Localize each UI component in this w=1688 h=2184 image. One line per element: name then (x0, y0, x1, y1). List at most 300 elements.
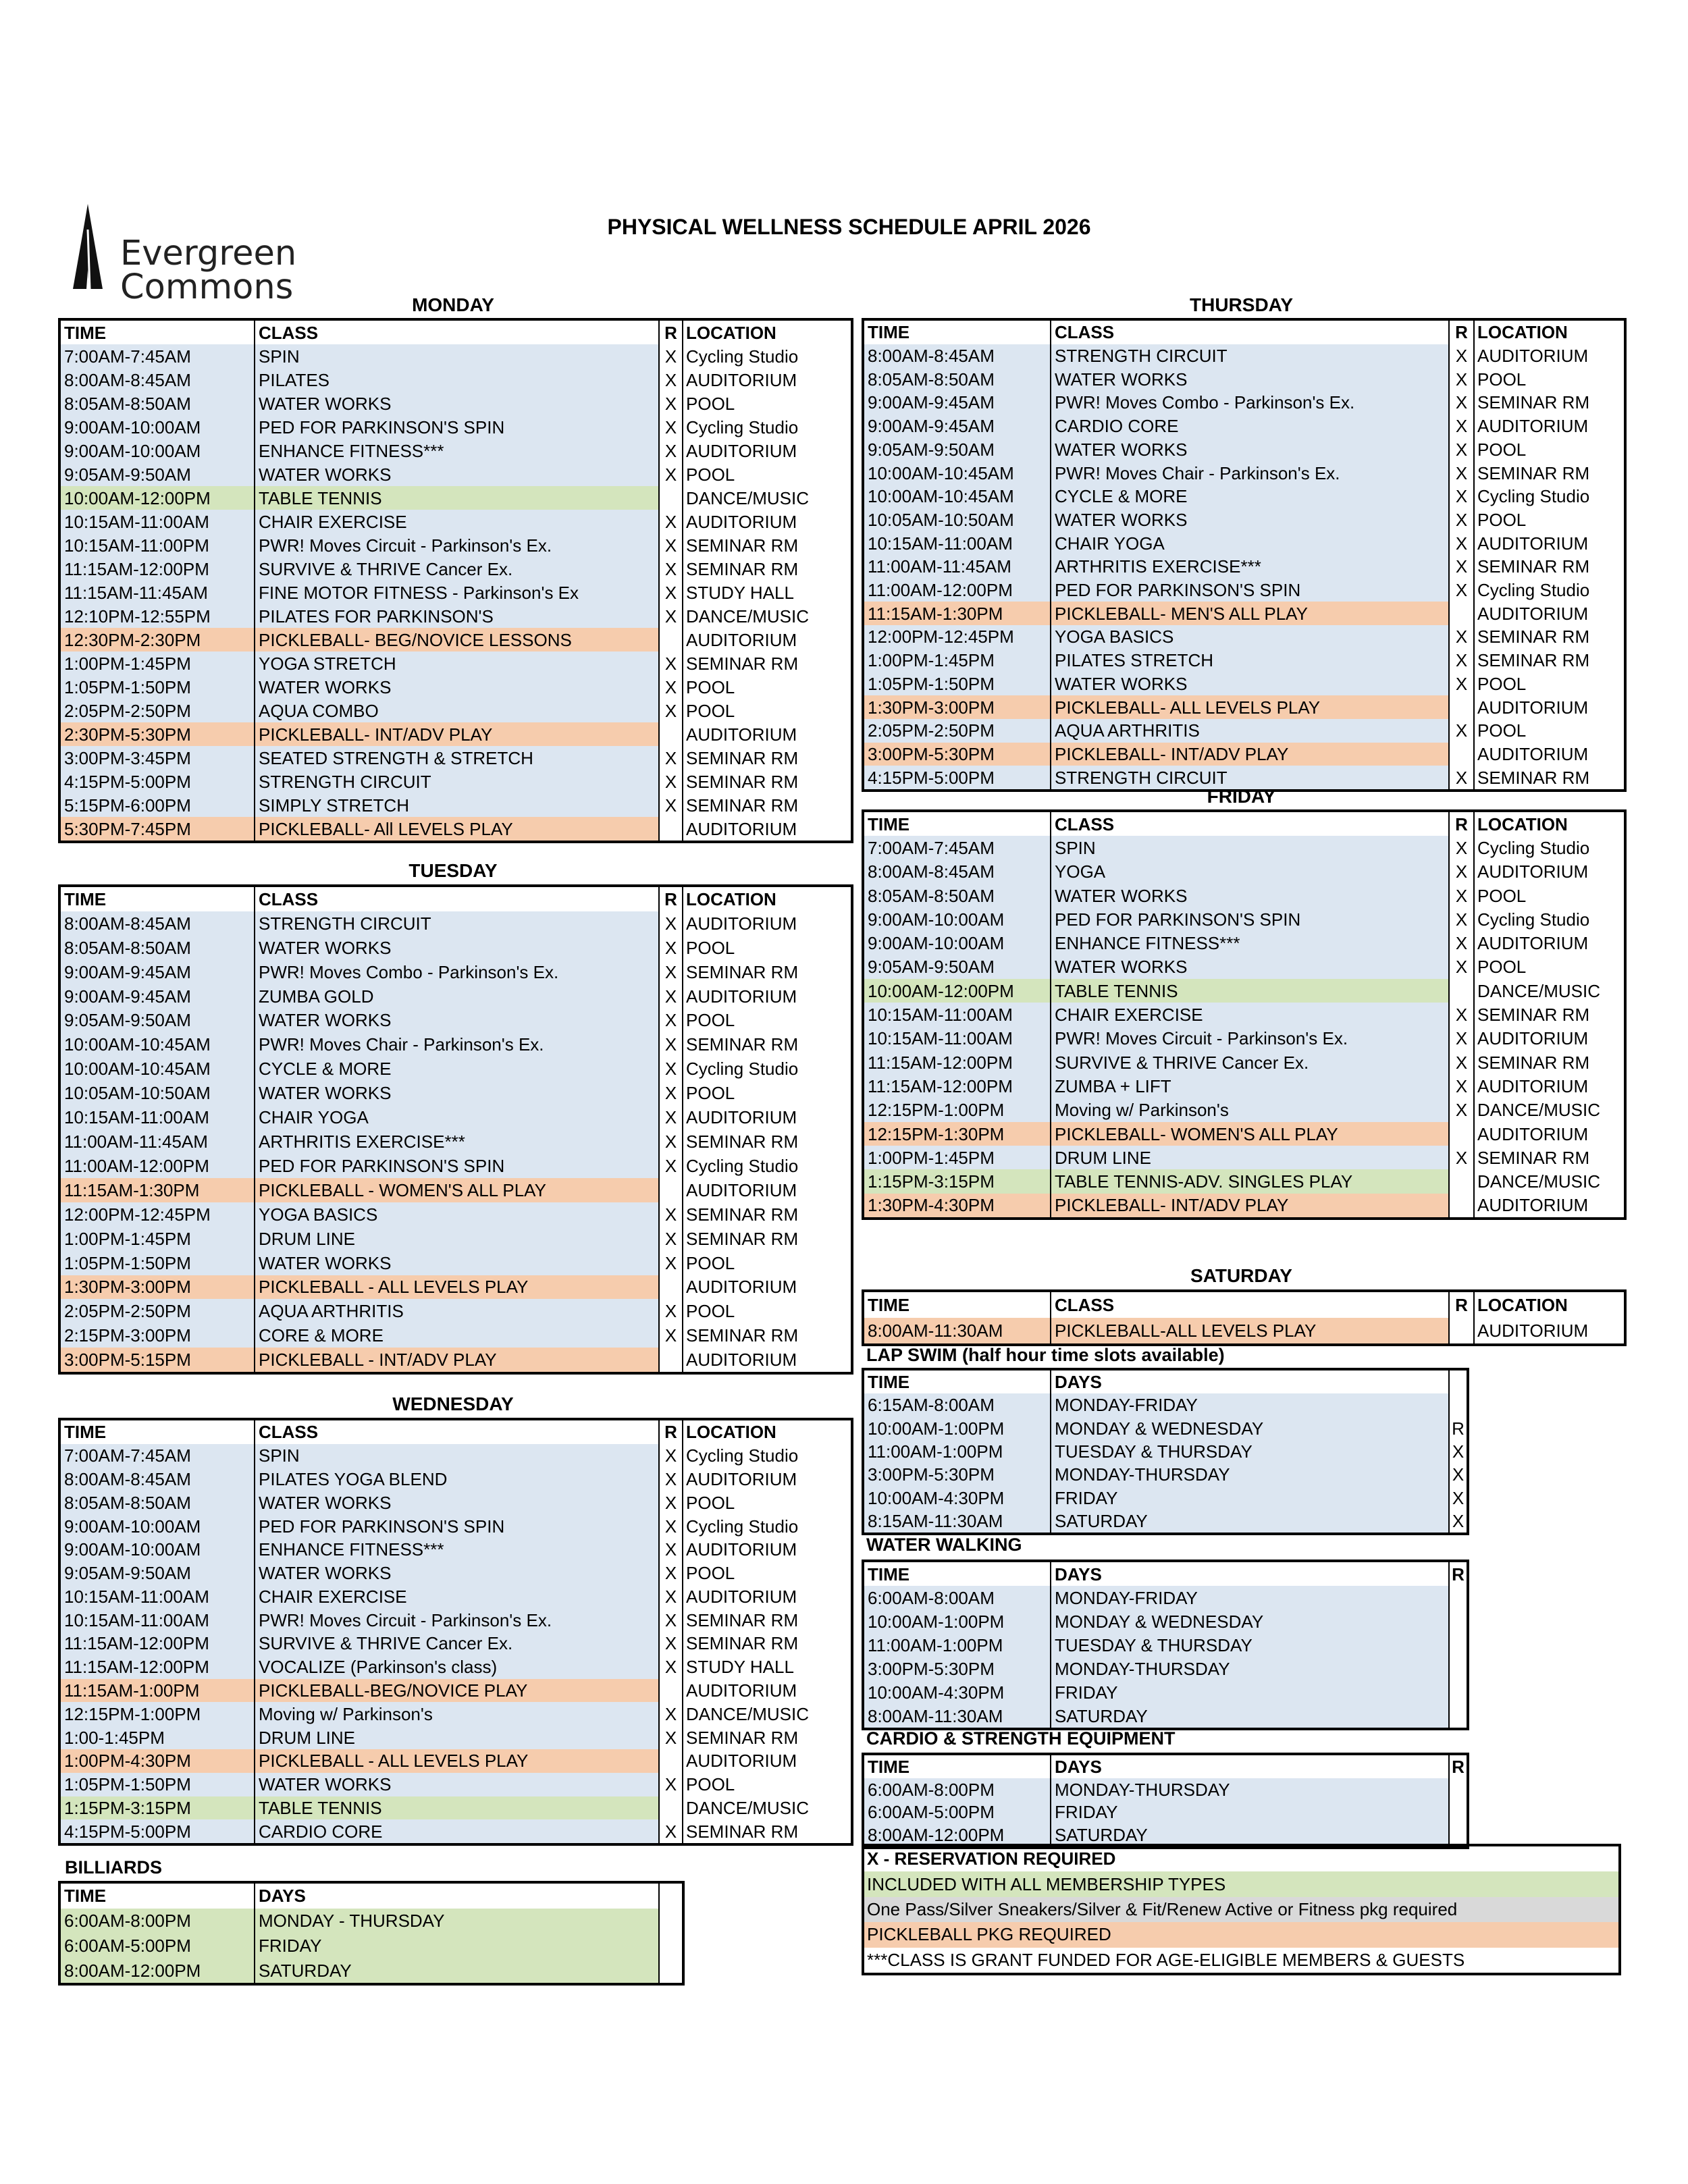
time-cell: 4:15PM-5:00PM (61, 1819, 255, 1843)
reservation-cell: X (1450, 1146, 1475, 1169)
legend (862, 1844, 1621, 1975)
location-cell: SEMINAR RM (686, 1821, 799, 1842)
location-cell: AUDITORIUM (686, 440, 797, 461)
reservation-cell: X (1450, 531, 1475, 555)
reservation-cell: X (1452, 1441, 1465, 1462)
reservation-cell: X (660, 1491, 683, 1514)
class-cell: WATER WORKS (255, 675, 660, 699)
location-cell: Cycling Studio (1477, 486, 1590, 507)
table-row (61, 628, 851, 651)
location-cell: SEMINAR RM (686, 535, 799, 556)
header-days: DAYS (255, 1884, 660, 1909)
days-cell: TUESDAY & THURSDAY (1051, 1633, 1450, 1657)
class-cell: TABLE TENNIS (1051, 979, 1450, 1003)
reservation-cell (1450, 1586, 1467, 1609)
reservation-cell (660, 817, 683, 841)
table-row (864, 1463, 1467, 1486)
header-days: DAYS (1051, 1562, 1450, 1586)
table-row (864, 884, 1624, 907)
header-row (864, 1292, 1624, 1318)
header-time: TIME (61, 1884, 255, 1909)
class-cell: SURVIVE & THRIVE Cancer Ex. (255, 1632, 660, 1655)
location-cell: AUDITORIUM (686, 511, 797, 532)
class-cell: DRUM LINE (1051, 1146, 1450, 1169)
reservation-cell (1450, 1169, 1475, 1193)
table-row (61, 1444, 851, 1468)
table-row (61, 1032, 851, 1057)
class-cell: CYCLE & MORE (1051, 485, 1450, 508)
legend-reservation: X - RESERVATION REQUIRED (867, 1848, 1116, 1869)
table-row (61, 1057, 851, 1081)
location-cell: POOL (1477, 673, 1527, 694)
header-time: TIME (864, 321, 1051, 344)
reservation-cell (660, 1749, 683, 1773)
time-cell: 9:05AM-9:50AM (61, 1562, 255, 1585)
table-row (61, 344, 851, 368)
class-cell: AQUA ARTHRITIS (255, 1299, 660, 1323)
class-cell: AQUA ARTHRITIS (1051, 719, 1450, 743)
table-row (864, 1074, 1624, 1098)
legend-included: INCLUDED WITH ALL MEMBERSHIP TYPES (864, 1871, 1618, 1896)
time-cell: 8:00AM-8:45AM (864, 344, 1051, 368)
reservation-cell: X (1450, 860, 1475, 884)
class-cell: SPIN (255, 344, 660, 368)
class-cell: PED FOR PARKINSON'S SPIN (255, 1514, 660, 1538)
reservation-cell: R (1452, 1418, 1465, 1439)
time-cell: 10:00AM-10:45AM (61, 1032, 255, 1057)
class-cell: STRENGTH CIRCUIT (1051, 344, 1450, 368)
table-row (61, 1958, 682, 1983)
reservation-cell: X (660, 1105, 683, 1129)
time-cell: 8:00AM-12:00PM (864, 1823, 1051, 1846)
table-row (864, 1586, 1467, 1609)
billiards-table (58, 1881, 685, 1986)
time-cell: 11:15AM-12:00PM (864, 1050, 1051, 1074)
class-cell: PICKLEBALL- BEG/NOVICE LESSONS (255, 628, 660, 651)
header-r: R (1450, 812, 1475, 836)
table-row (61, 1323, 851, 1348)
location-cell: AUDITORIUM (1477, 1321, 1589, 1341)
table-row (864, 1486, 1467, 1509)
location-cell: AUDITORIUM (686, 1751, 797, 1772)
time-cell: 11:15AM-12:00PM (61, 1632, 255, 1655)
table-row (61, 1251, 851, 1275)
location-cell: STUDY HALL (686, 582, 794, 603)
table-row (864, 415, 1624, 438)
reservation-cell: X (1450, 719, 1475, 743)
reservation-cell: X (1450, 555, 1475, 579)
header-class: CLASS (255, 1420, 660, 1444)
table-row (61, 557, 851, 581)
table-row (864, 461, 1624, 485)
time-cell: 3:00PM-3:45PM (61, 746, 255, 770)
time-cell: 6:00AM-8:00PM (864, 1778, 1051, 1801)
table-row (864, 1098, 1624, 1122)
class-cell: ZUMBA + LIFT (1051, 1074, 1450, 1098)
location-cell: POOL (686, 1492, 735, 1513)
table-row (61, 1934, 682, 1959)
location-cell: AUDITORIUM (1477, 697, 1589, 718)
time-cell: 8:15AM-11:30AM (864, 1510, 1051, 1533)
class-cell: Moving w/ Parkinson's (255, 1702, 660, 1726)
table-row (864, 1003, 1624, 1026)
time-cell: 6:00AM-5:00PM (61, 1934, 255, 1959)
friday-table (862, 809, 1627, 1220)
reservation-cell (1450, 1657, 1467, 1680)
table-row (61, 604, 851, 628)
table-row (864, 367, 1624, 391)
reservation-cell (660, 1178, 683, 1202)
reservation-cell: X (660, 1538, 683, 1562)
class-cell: PED FOR PARKINSON'S SPIN (1051, 907, 1450, 931)
days-cell: MONDAY-FRIDAY (1051, 1393, 1450, 1416)
table-row (864, 1146, 1624, 1169)
table-row (864, 649, 1624, 672)
table-row (864, 1633, 1467, 1657)
class-cell: WATER WORKS (1051, 955, 1450, 979)
reservation-cell: X (660, 651, 683, 675)
time-cell: 11:15AM-11:45AM (61, 581, 255, 604)
class-cell: SURVIVE & THRIVE Cancer Ex. (1051, 1050, 1450, 1074)
reservation-cell (660, 486, 683, 510)
location-cell: DANCE/MUSIC (686, 1797, 810, 1818)
table-row (864, 1704, 1467, 1728)
water-walking-table (862, 1560, 1469, 1730)
table-row (864, 391, 1624, 415)
reservation-cell: X (1450, 1050, 1475, 1074)
reservation-cell: X (660, 793, 683, 817)
class-cell: PILATES YOGA BLEND (255, 1468, 660, 1491)
class-cell: PED FOR PARKINSON'S SPIN (255, 415, 660, 439)
days-cell: FRIDAY (1051, 1680, 1450, 1704)
location-cell: POOL (686, 1083, 735, 1104)
time-cell: 6:00AM-8:00PM (61, 1909, 255, 1934)
time-cell: 8:00AM-8:45AM (61, 1468, 255, 1491)
reservation-cell: X (660, 368, 683, 392)
reservation-cell: X (660, 392, 683, 415)
location-cell: POOL (1477, 885, 1527, 906)
location-cell: AUDITORIUM (686, 818, 797, 839)
header-class: CLASS (255, 321, 660, 344)
class-cell: PILATES (255, 368, 660, 392)
table-row (61, 699, 851, 722)
lap-swim-table (862, 1368, 1469, 1535)
table-row (864, 860, 1624, 884)
header-class: CLASS (1051, 321, 1450, 344)
time-cell: 9:00AM-10:00AM (864, 907, 1051, 931)
reservation-cell: X (1450, 461, 1475, 485)
location-cell: SEMINAR RM (686, 795, 799, 816)
table-row (864, 555, 1624, 579)
table-row (864, 743, 1624, 766)
class-cell: CHAIR YOGA (255, 1105, 660, 1129)
time-cell: 10:00AM-10:45AM (61, 1057, 255, 1081)
location-cell: POOL (686, 676, 735, 697)
location-cell: AUDITORIUM (1477, 533, 1589, 554)
location-cell: AUDITORIUM (1477, 416, 1589, 437)
time-cell: 9:00AM-9:45AM (864, 415, 1051, 438)
location-cell: POOL (686, 393, 735, 414)
time-cell: 11:00AM-11:45AM (864, 555, 1051, 579)
reservation-cell (1450, 1778, 1467, 1801)
days-cell: SATURDAY (1051, 1704, 1450, 1728)
reservation-cell (660, 1348, 683, 1372)
class-cell: WATER WORKS (1051, 367, 1450, 391)
class-cell: PICKLEBALL- INT/ADV PLAY (1051, 743, 1450, 766)
header-row (864, 321, 1624, 344)
location-cell: SEMINAR RM (1477, 627, 1590, 647)
time-cell: 8:05AM-8:50AM (61, 1491, 255, 1514)
table-row (61, 746, 851, 770)
time-cell: 8:00AM-11:30AM (864, 1318, 1051, 1343)
cardio-table (862, 1753, 1469, 1849)
header-time: TIME (61, 887, 255, 911)
header-location: LOCATION (686, 1422, 776, 1443)
billiards-heading: BILLIARDS (65, 1857, 162, 1877)
header-location: LOCATION (1477, 1295, 1568, 1315)
location-cell: Cycling Studio (1477, 580, 1590, 601)
class-cell: SURVIVE & THRIVE Cancer Ex. (255, 557, 660, 581)
class-cell: WATER WORKS (255, 1009, 660, 1033)
location-cell: AUDITORIUM (686, 1586, 797, 1607)
reservation-cell: X (1450, 391, 1475, 415)
legend-grant: ***CLASS IS GRANT FUNDED FOR AGE-ELIGIBLE MEMBERS & GUESTS (867, 1949, 1465, 1970)
saturday-heading: SATURDAY (1190, 1265, 1292, 1286)
time-cell: 3:00PM-5:30PM (864, 743, 1051, 766)
logo-line-2: Commons (120, 267, 294, 307)
reservation-cell: X (1450, 931, 1475, 955)
location-cell: DANCE/MUSIC (1477, 1171, 1601, 1192)
class-cell: WATER WORKS (255, 1773, 660, 1796)
location-cell: AUDITORIUM (1477, 1123, 1589, 1144)
location-cell: AUDITORIUM (1477, 1075, 1589, 1096)
class-cell: WATER WORKS (1051, 884, 1450, 907)
time-cell: 10:05AM-10:50AM (61, 1081, 255, 1105)
reservation-cell: X (1450, 836, 1475, 859)
reservation-cell (1450, 1633, 1467, 1657)
saturday-table (862, 1289, 1627, 1346)
location-cell: Cycling Studio (686, 1445, 799, 1466)
reservation-cell: X (660, 344, 683, 368)
table-row (864, 1609, 1467, 1633)
time-cell: 11:00AM-12:00PM (864, 579, 1051, 602)
location-cell: AUDITORIUM (1477, 603, 1589, 624)
table-row (864, 508, 1624, 532)
table-row (61, 1202, 851, 1227)
days-cell: MONDAY-THURSDAY (1051, 1778, 1450, 1801)
table-row (61, 984, 851, 1009)
time-cell: 1:00PM-1:45PM (61, 651, 255, 675)
reservation-cell: X (660, 1584, 683, 1608)
reservation-cell: X (660, 581, 683, 604)
reservation-cell (1450, 1122, 1475, 1146)
table-row (864, 602, 1624, 625)
table-row (61, 817, 851, 841)
time-cell: 9:05AM-9:50AM (864, 955, 1051, 979)
reservation-cell: X (1452, 1487, 1465, 1508)
time-cell: 4:15PM-5:00PM (864, 766, 1051, 789)
table-row (61, 1105, 851, 1129)
time-cell: 12:15PM-1:30PM (864, 1122, 1051, 1146)
header-time: TIME (61, 1420, 255, 1444)
table-row (61, 1129, 851, 1154)
class-cell: TABLE TENNIS (255, 1796, 660, 1820)
reservation-cell: X (660, 1251, 683, 1275)
time-cell: 7:00AM-7:45AM (61, 344, 255, 368)
time-cell: 11:15AM-1:00PM (61, 1679, 255, 1703)
days-cell: TUESDAY & THURSDAY (1051, 1440, 1450, 1463)
reservation-cell: X (660, 675, 683, 699)
time-cell: 12:10PM-12:55PM (61, 604, 255, 628)
reservation-cell: X (1450, 579, 1475, 602)
time-cell: 10:15AM-11:00AM (864, 1027, 1051, 1050)
location-cell: Cycling Studio (686, 1059, 799, 1080)
location-cell: AUDITORIUM (686, 913, 797, 934)
table-row (61, 1632, 851, 1655)
table-row (61, 936, 851, 960)
location-cell: POOL (686, 1563, 735, 1584)
time-cell: 6:00AM-8:00AM (864, 1586, 1051, 1609)
header-time: TIME (864, 1370, 1051, 1393)
time-cell: 11:00AM-12:00PM (61, 1154, 255, 1178)
reservation-cell: X (660, 1129, 683, 1154)
reservation-cell (1450, 979, 1475, 1003)
time-cell: 11:15AM-1:30PM (61, 1178, 255, 1202)
class-cell: PWR! Moves Circuit - Parkinson's Ex. (255, 1608, 660, 1632)
class-cell: PWR! Moves Chair - Parkinson's Ex. (1051, 461, 1450, 485)
header-row (61, 887, 851, 911)
time-cell: 12:30PM-2:30PM (61, 628, 255, 651)
header-row (864, 1562, 1467, 1586)
table-row (864, 344, 1624, 368)
wednesday-table (58, 1418, 853, 1846)
location-cell: POOL (1477, 509, 1527, 530)
table-row (864, 1778, 1467, 1801)
location-cell: DANCE/MUSIC (686, 487, 810, 508)
class-cell: WATER WORKS (255, 936, 660, 960)
time-cell: 5:15PM-6:00PM (61, 793, 255, 817)
reservation-cell: X (1452, 1510, 1465, 1531)
location-cell: AUDITORIUM (686, 1277, 797, 1298)
class-cell: PWR! Moves Circuit - Parkinson's Ex. (255, 533, 660, 557)
location-cell: DANCE/MUSIC (686, 606, 810, 627)
class-cell: WATER WORKS (255, 1562, 660, 1585)
header-class: CLASS (1051, 1292, 1450, 1318)
time-cell: 9:00AM-10:00AM (61, 439, 255, 462)
time-cell: 1:05PM-1:50PM (864, 672, 1051, 696)
class-cell: PICKLEBALL-ALL LEVELS PLAY (1051, 1318, 1450, 1343)
location-cell: POOL (686, 1301, 735, 1322)
class-cell: PILATES STRETCH (1051, 649, 1450, 672)
reservation-cell: X (660, 462, 683, 486)
table-row (61, 1227, 851, 1251)
table-row (864, 1050, 1624, 1074)
class-cell: CHAIR EXERCISE (255, 1584, 660, 1608)
class-cell: SEATED STRENGTH & STRETCH (255, 746, 660, 770)
time-cell: 1:15PM-3:15PM (61, 1796, 255, 1820)
reservation-cell (1450, 743, 1475, 766)
table-row (61, 1009, 851, 1033)
class-cell: WATER WORKS (255, 1251, 660, 1275)
location-cell: SEMINAR RM (686, 961, 799, 982)
class-cell: ARTHRITIS EXERCISE*** (255, 1129, 660, 1154)
reservation-cell: X (660, 1202, 683, 1227)
time-cell: 10:15AM-11:00AM (61, 510, 255, 533)
class-cell: PICKLEBALL- INT/ADV PLAY (1051, 1194, 1450, 1217)
time-cell: 11:00AM-1:00PM (864, 1633, 1051, 1657)
location-cell: POOL (1477, 957, 1527, 978)
days-cell: SATURDAY (1051, 1510, 1450, 1533)
location-cell: SEMINAR RM (1477, 1052, 1590, 1073)
reservation-cell: X (660, 1632, 683, 1655)
class-cell: WATER WORKS (1051, 672, 1450, 696)
time-cell: 10:00AM-4:30PM (864, 1486, 1051, 1509)
table-row (864, 485, 1624, 508)
class-cell: FINE MOTOR FITNESS - Parkinson's Ex (255, 581, 660, 604)
time-cell: 6:15AM-8:00AM (864, 1393, 1051, 1416)
table-row (61, 1154, 851, 1178)
class-cell: PWR! Moves Circuit - Parkinson's Ex. (1051, 1027, 1450, 1050)
reservation-cell (1450, 602, 1475, 625)
location-cell: SEMINAR RM (1477, 1005, 1590, 1026)
time-cell: 9:05AM-9:50AM (864, 438, 1051, 462)
header-time: TIME (864, 1755, 1051, 1778)
location-cell: Cycling Studio (1477, 837, 1590, 858)
reservation-cell: X (660, 439, 683, 462)
class-cell: STRENGTH CIRCUIT (1051, 766, 1450, 789)
reservation-cell: X (1450, 649, 1475, 672)
class-cell: PICKLEBALL-BEG/NOVICE PLAY (255, 1679, 660, 1703)
time-cell: 6:00AM-5:00PM (864, 1801, 1051, 1824)
location-cell: AUDITORIUM (1477, 346, 1589, 367)
class-cell: PICKLEBALL - ALL LEVELS PLAY (255, 1749, 660, 1773)
days-cell: MONDAY-THURSDAY (1051, 1463, 1450, 1486)
water-walking-heading: WATER WALKING (866, 1535, 1022, 1555)
location-cell: POOL (686, 1774, 735, 1795)
class-cell: TABLE TENNIS (255, 486, 660, 510)
header-r: R (1450, 1292, 1475, 1318)
header-location: LOCATION (1477, 322, 1568, 343)
location-cell: POOL (1477, 369, 1527, 390)
location-cell: AUDITORIUM (686, 1680, 797, 1701)
reservation-cell: X (660, 1299, 683, 1323)
reservation-cell: X (660, 936, 683, 960)
reservation-cell: X (660, 1608, 683, 1632)
time-cell: 3:00PM-5:15PM (61, 1348, 255, 1372)
header-class: CLASS (1051, 812, 1450, 836)
location-cell: Cycling Studio (1477, 909, 1590, 930)
time-cell: 10:00AM-10:45AM (864, 485, 1051, 508)
header-row (61, 1884, 682, 1909)
table-row (61, 651, 851, 675)
tuesday-heading: TUESDAY (408, 860, 498, 881)
reservation-cell: X (1450, 367, 1475, 391)
table-row (864, 1417, 1467, 1440)
reservation-cell: X (660, 1323, 683, 1348)
reservation-cell: X (660, 1514, 683, 1538)
location-cell: DANCE/MUSIC (1477, 980, 1601, 1001)
table-row (864, 579, 1624, 602)
reservation-cell: X (1450, 884, 1475, 907)
table-row (61, 1608, 851, 1632)
thursday-heading: THURSDAY (1190, 294, 1293, 315)
reservation-cell: X (660, 960, 683, 984)
header-days: DAYS (1051, 1370, 1450, 1393)
header-days: DAYS (1051, 1755, 1450, 1778)
reservation-cell (1450, 1704, 1467, 1728)
reservation-cell: X (660, 1655, 683, 1679)
table-row (864, 1318, 1624, 1343)
